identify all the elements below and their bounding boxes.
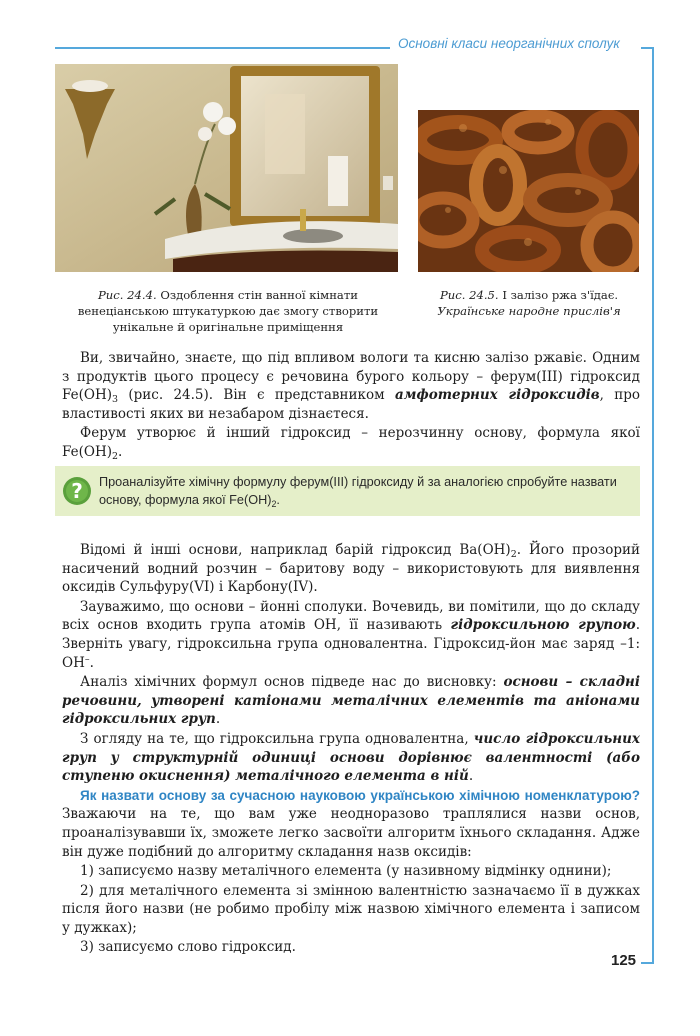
- paragraph: Як назвати основу за сучасною науковою українською хімічною номенклатурою? Зважаючи на те, що вам уже неодноразово траплялися назви основ, проаналізувавши їх, зможете легко засвоїти алгоритм їхнього складання. Адже він дуже подібний до алгоритму складання назв оксидів:: [62, 787, 640, 860]
- figure-label: Рис. 24.4.: [98, 288, 157, 302]
- figure-caption-text: І залізо ржа з'їдає.: [502, 288, 619, 302]
- page-number-tick: [641, 962, 654, 964]
- definition-bases: основи – складні речовини, утворені катіонами металічних елементів та аніонами гідроксильних груп: [62, 674, 641, 728]
- section-question: Як назвати основу за сучасною науковою українською хімічною номенклатурою?: [80, 787, 640, 803]
- figure-caption-text: Оздоблення стін ванної кімнати венеціанською штукатуркою дає змогу створити унікальне й оригінальне приміщення: [77, 288, 379, 334]
- body-text-bottom: [62, 541, 640, 958]
- rule-hydroxyl-count: число гідроксильних груп у структурній одиниці основи дорівнює валентності (або ступеню окиснення) металічного елемента в ній: [62, 730, 640, 785]
- task-text: Проаналізуйте хімічну формулу ферум(III) гідроксиду й за аналогією спробуйте назвати основу, формула якої $Fe(OH)_2$.: [99, 475, 617, 509]
- paragraph: Зауважимо, що основи – йонні сполуки. Вочевидь, ви помітили, що до складу всіх основ входить група атомів OH, її називають гідроксильною групою. Зверніть увагу, гідроксильна група одновалентна. Гідроксид-йон має заряд –1: OH–.: [62, 598, 640, 671]
- term-hydroxyl-group: гідроксильною групою: [450, 617, 636, 634]
- page-number: 125: [611, 952, 637, 969]
- question-icon: [62, 476, 92, 506]
- paragraph: Ферум утворює й інший гідроксид – нерозчинну основу, формула якої $Fe(OH)_2$.: [62, 425, 640, 462]
- step-item: 2) для металічного елемента зі змінною валентністю зазначаємо її в дужках після його назви (не робимо пробілу між назвою хімічного елемента і записом у дужках);: [62, 882, 640, 936]
- figure-24-5-caption: [418, 287, 640, 319]
- term-amphoteric: амфотерних гідроксидів: [394, 387, 600, 404]
- header-rule: [55, 47, 390, 49]
- figure-24-4-caption: [68, 287, 388, 335]
- proverb-source: Українське народне прислів'я: [437, 304, 621, 318]
- bathroom-photo: [55, 64, 398, 272]
- step-item: 1) записуємо назву металічного елемента (у називному відмінку однини);: [80, 863, 612, 880]
- paragraph: Аналіз хімічних формул основ підведе нас до висновку: основи – складні речовини, утворені катіонами металічних елементів та аніонами гідроксильних груп.: [62, 674, 641, 728]
- paragraph: Відомі й інші основи, наприклад барій гідроксид $Ba(OH)_2$. Його прозорий насичений водний розчин – баритову воду – використовують для виявлення оксидів Сульфуру(VI) і Карбону(IV).: [62, 542, 640, 596]
- running-title: Основні класи неорганічних сполук: [398, 36, 620, 51]
- paragraph: З огляду на те, що гідроксильна група одновалентна, число гідроксильних груп у структурній одиниці основи дорівнює валентності (або ступеню окиснення) металічного елемента в ній.: [62, 730, 640, 785]
- paragraph: Ви, звичайно, знаєте, що під впливом вологи та кисню залізо ржавіє. Одним з продуктів цього процесу є речовина бурого кольору – ферум(III) гідроксид $Fe(OH)_3$ (рис. 24.5). Він є представником амфотерних гідроксидів, про властивості яких ви незабаром дізнаєтеся.: [62, 350, 640, 422]
- figure-label: Рис. 24.5.: [439, 288, 499, 302]
- step-item: 3) записуємо слово гідроксид.: [80, 939, 296, 956]
- body-text-top: [62, 349, 640, 463]
- task-box: [55, 466, 640, 516]
- side-rule: [652, 47, 654, 962]
- rusty-chain-photo: [418, 110, 639, 272]
- svg-text:?: ?: [71, 479, 83, 503]
